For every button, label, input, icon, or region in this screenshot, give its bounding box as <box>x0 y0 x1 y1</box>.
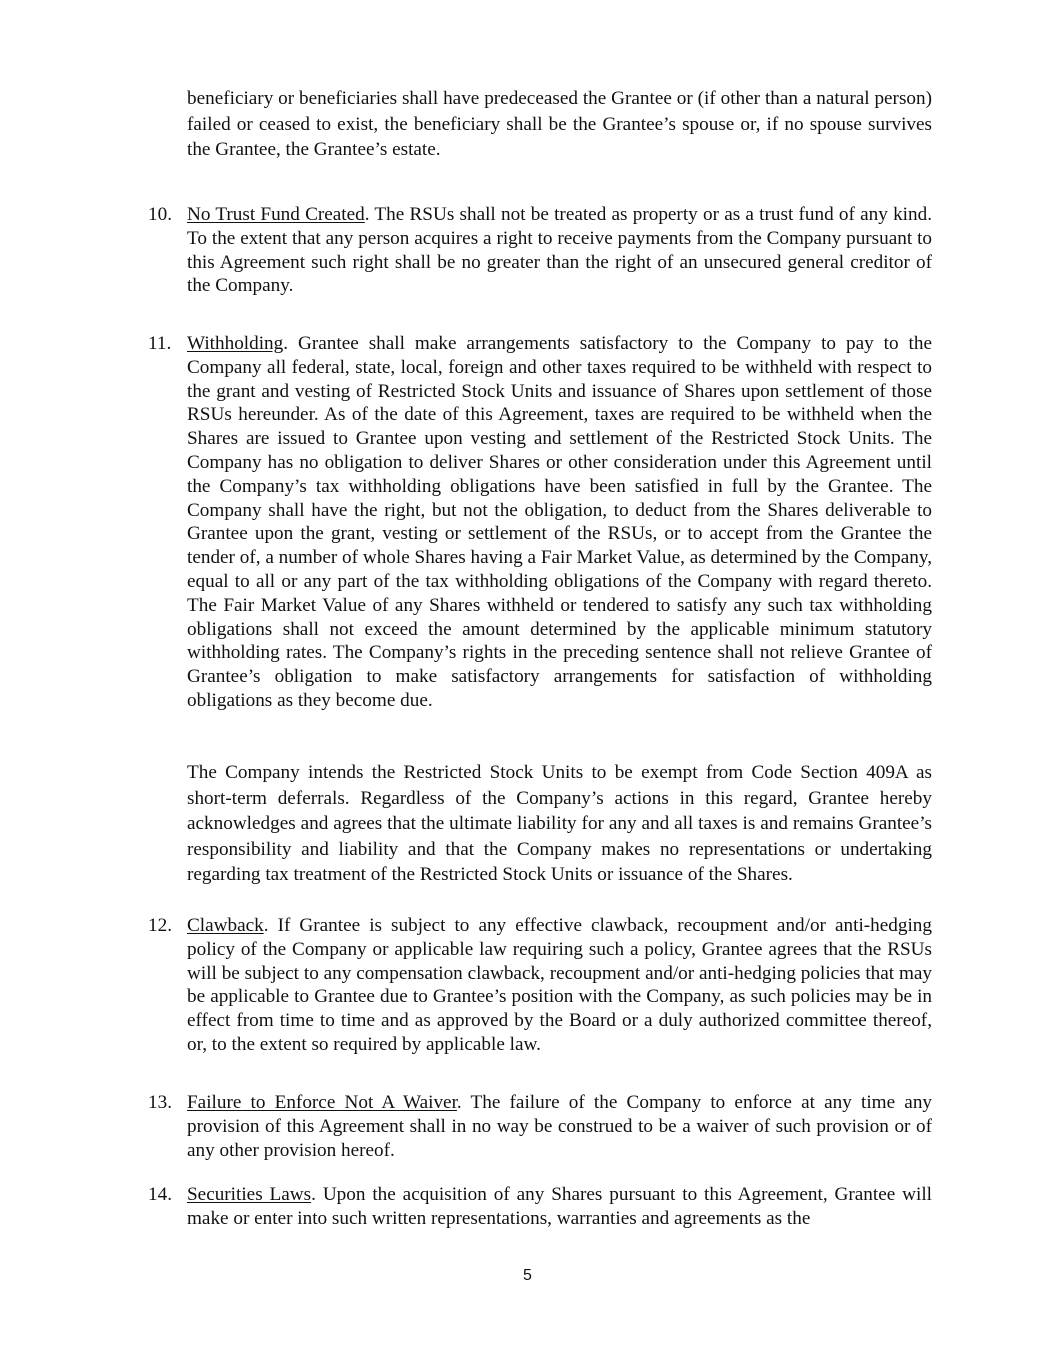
section-text: . The failure of the Company to enforce at any time any provision of this Agreement shall in no way be construed to be a waiver of such provision or of any other provision hereof. <box>187 1092 933 1161</box>
section-heading: No Trust Fund Created <box>187 204 365 225</box>
section-12 <box>148 914 932 1057</box>
section-body <box>187 203 932 298</box>
section-text: . The RSUs shall not be treated as property or as a trust fund of any kind. To the extent that any person acquires a right to receive payments from the Company pursuant to this Agreement such right shall be no greater than the right of an unsecured general creditor of the Company. <box>187 204 932 297</box>
section-heading: Securities Laws <box>187 1184 312 1205</box>
section-10 <box>148 203 932 298</box>
section-14 <box>148 1183 932 1231</box>
section-heading: Failure to Enforce Not A Waiver <box>187 1092 457 1113</box>
section-number: 12. <box>148 915 172 936</box>
section-number: 13. <box>148 1092 172 1113</box>
section-number: 14. <box>148 1184 172 1205</box>
intro-paragraph: beneficiary or beneficiaries shall have predeceased the Grantee or (if other than a natural person) failed or ceased to exist, the beneficiary shall be the Grantee’s spouse or, if no spouse survives the Grantee, the Grantee’s estate. <box>187 88 932 161</box>
section-body <box>187 1183 932 1231</box>
section-text: . If Grantee is subject to any effective clawback, recoupment and/or anti-hedging policy of the Company or applicable law requiring such a policy, Grantee agrees that the RSUs will be subject to any compensation clawback, recoupment and/or anti-hedging policies that may be applicable to Grantee due to Grantee’s position with the Company, as such policies may be in effect from time to time and as approved by the Board or a duly authorized committee thereof, or, to the extent so required by applicable law. <box>187 915 932 1055</box>
section-11-continuation: The Company intends the Restricted Stock Units to be exempt from Code Section 409A as short-term deferrals. Regardless of the Company’s actions in this regard, Grantee hereby acknowledges and agrees that the ultimate liability for any and all taxes is and remains Grantee’s responsibility and liability and that the Company makes no representations or undertaking regarding tax treatment of the Restricted Stock Units or issuance of the Shares. <box>187 762 932 886</box>
section-text: . Upon the acquisition of any Shares pursuant to this Agreement, Grantee will make or enter into such written representations, warranties and agreements as the <box>187 1184 932 1229</box>
section-number: 11. <box>148 333 172 354</box>
section-11 <box>148 332 932 713</box>
section-body <box>187 914 932 1057</box>
section-heading: Withholding <box>187 333 284 354</box>
section-body <box>187 332 932 713</box>
section-body <box>187 1091 932 1162</box>
section-text: . Grantee shall make arrangements satisfactory to the Company to pay to the Company all federal, state, local, foreign and other taxes required to be withheld with respect to the grant and vesting of Restricted Stock Units and issuance of Shares upon settlement of those RSUs hereunder. As of the date of this Agreement, taxes are required to be withheld when the Shares are issued to Grantee upon vesting and settlement of the Restricted Stock Units. The Company has no obligation to deliver Shares or other consideration under this Agreement until the Company’s tax withholding obligations have been satisfied in full by the Grantee. The Company shall have the right, but not the obligation, to deduct from the Shares deliverable to Grantee upon the grant, vesting or settlement of the RSUs, or to accept from the Grantee the tender of, a number of whole Shares having a Fair Market Value, as determined by the Company, equal to all or any part of the tax withholding obligations of the Company with regard thereto. The Fair Market Value of any Shares withheld or tendered to satisfy any such tax withholding obligations shall not exceed the amount determined by the applicable minimum statutory withholding rates. The Company’s rights in the preceding sentence shall not relieve Grantee of Grantee’s obligation to make satisfactory arrangements for satisfaction of withholding obligations as they become due. <box>187 333 932 711</box>
section-number: 10. <box>148 204 172 225</box>
page-number: 5 <box>523 1267 532 1284</box>
section-heading: Clawback <box>187 915 264 936</box>
section-13 <box>148 1091 932 1162</box>
